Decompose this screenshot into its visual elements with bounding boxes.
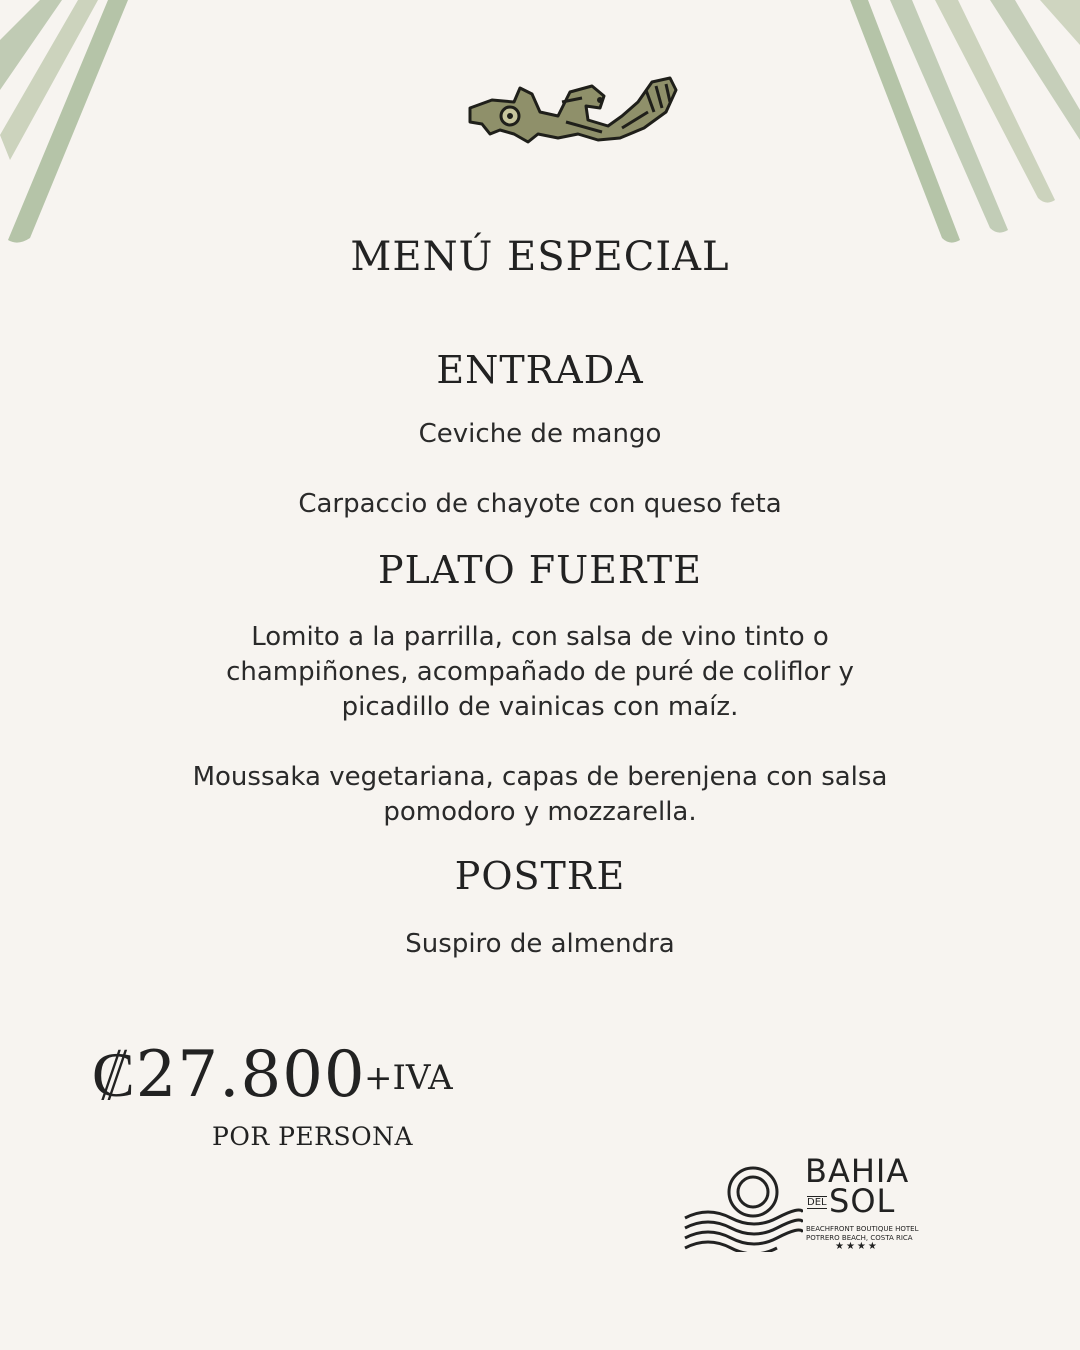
section-heading-plato-fuerte: PLATO FUERTE (378, 548, 702, 592)
price-unit: POR PERSONA (212, 1122, 414, 1151)
menu-item: Lomito a la parrilla, con salsa de vino tinto o champiñones, acompañado de puré de coliflor y picadillo de vainicas con maíz. (226, 622, 854, 722)
palm-leaf-icon (0, 0, 140, 250)
price-amount: ₡27.800 (92, 1038, 366, 1112)
menu-item: Suspiro de almendra (405, 929, 675, 959)
brand-name-small: DEL (807, 1197, 827, 1208)
brand-location: POTRERO BEACH, COSTA RICA (806, 1234, 913, 1242)
brand-stars: ★★★★ (835, 1241, 879, 1252)
menu-item: Ceviche de mango (418, 419, 662, 449)
brand-name-top: BAHIA (805, 1152, 910, 1190)
price-tax: +IVA (364, 1058, 453, 1098)
section-heading-entrada: ENTRADA (436, 348, 644, 392)
brand-logo (683, 1152, 933, 1262)
menu-item: Moussaka vegetariana, capas de berenjena con salsa pomodoro y mozzarella. (192, 762, 888, 827)
section-heading-postre: POSTRE (454, 854, 626, 898)
feathered-serpent-icon (462, 72, 680, 148)
palm-leaf-icon (850, 0, 1080, 250)
brand-name-bottom: SOL (829, 1182, 896, 1220)
menu-item: Carpaccio de chayote con queso feta (298, 489, 782, 519)
sun-waves-logo-icon (683, 1162, 803, 1252)
brand-tagline: BEACHFRONT BOUTIQUE HOTEL (806, 1225, 919, 1233)
menu-title: MENÚ ESPECIAL (350, 234, 730, 280)
